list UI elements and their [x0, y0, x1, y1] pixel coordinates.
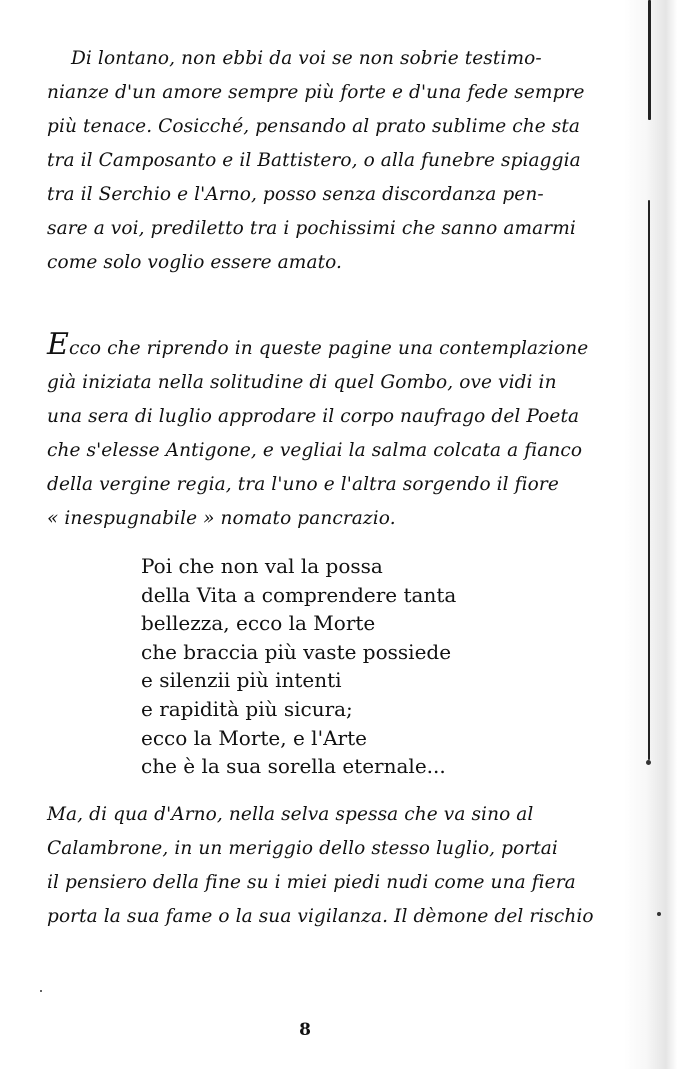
text-line: più tenace. Cosicché, pensando al prato sublime che sta [47, 116, 581, 137]
text-line: tra il Camposanto e il Battistero, o alla funebre spiaggia [47, 150, 581, 171]
text-line: sare a voi, prediletto tra i pochissimi che sanno amarmi [47, 218, 576, 239]
paragraph-contemplation [47, 327, 589, 536]
verse-line: che braccia più vaste possiede [141, 639, 452, 664]
drop-cap: E [47, 327, 69, 362]
text-line: della vergine regia, tra l'uno e l'altra sorgendo il fiore [47, 474, 559, 495]
text-line-rest: cco che riprendo in queste pagine una contemplazione [69, 338, 589, 359]
print-speck [40, 990, 42, 992]
text-line: tra il Serchio e l'Arno, posso senza discordanza pen- [47, 184, 544, 205]
print-speck [657, 912, 661, 916]
text-line: che s'elesse Antigone, e vegliai la salma colcata a fianco [47, 440, 583, 461]
binding-edge-line [648, 200, 650, 760]
print-speck [646, 760, 651, 765]
text-line: il pensiero della fine su i miei piedi nudi come una fiera [47, 872, 576, 893]
verse-line: ecco la Morte, e l'Arte [141, 725, 367, 750]
binding-edge-line [648, 0, 651, 120]
text-line: Calambrone, in un meriggio dello stesso luglio, portai [47, 838, 558, 859]
verse-line: della Vita a comprendere tanta [141, 582, 457, 607]
text-line: Ma, di qua d'Arno, nella selva spessa che va sino al [47, 804, 534, 825]
verse-line: e rapidità più sicura; [141, 696, 353, 721]
text-line [47, 327, 589, 366]
paragraph-meriggio [47, 798, 594, 934]
text-line: « inespugnabile » nomato pancrazio. [47, 508, 396, 529]
text-line: nianze d'un amore sempre più forte e d'una fede sempre [47, 82, 585, 103]
verse-line: e silenzii più intenti [141, 668, 342, 693]
verse-line: Poi che non val la possa [141, 554, 383, 578]
text-line: già iniziata nella solitudine di quel Gombo, ove vidi in [47, 372, 557, 393]
text-line: porta la sua fame o la sua vigilanza. Il dèmone del rischio [47, 906, 594, 927]
paragraph-dedication [47, 42, 585, 280]
verse-line: bellezza, ecco la Morte [141, 611, 376, 636]
page-number: 8 [299, 1020, 311, 1040]
text-line: Di lontano, non ebbi da voi se non sobrie testimo- [71, 48, 542, 69]
text-line: una sera di luglio approdare il corpo naufrago del Poeta [47, 406, 580, 427]
text-line: come solo voglio essere amato. [47, 252, 343, 273]
page-binding-shadow [624, 0, 700, 1069]
verse-quotation [141, 552, 521, 781]
verse-line: che è la sua sorella eternale... [141, 754, 446, 779]
